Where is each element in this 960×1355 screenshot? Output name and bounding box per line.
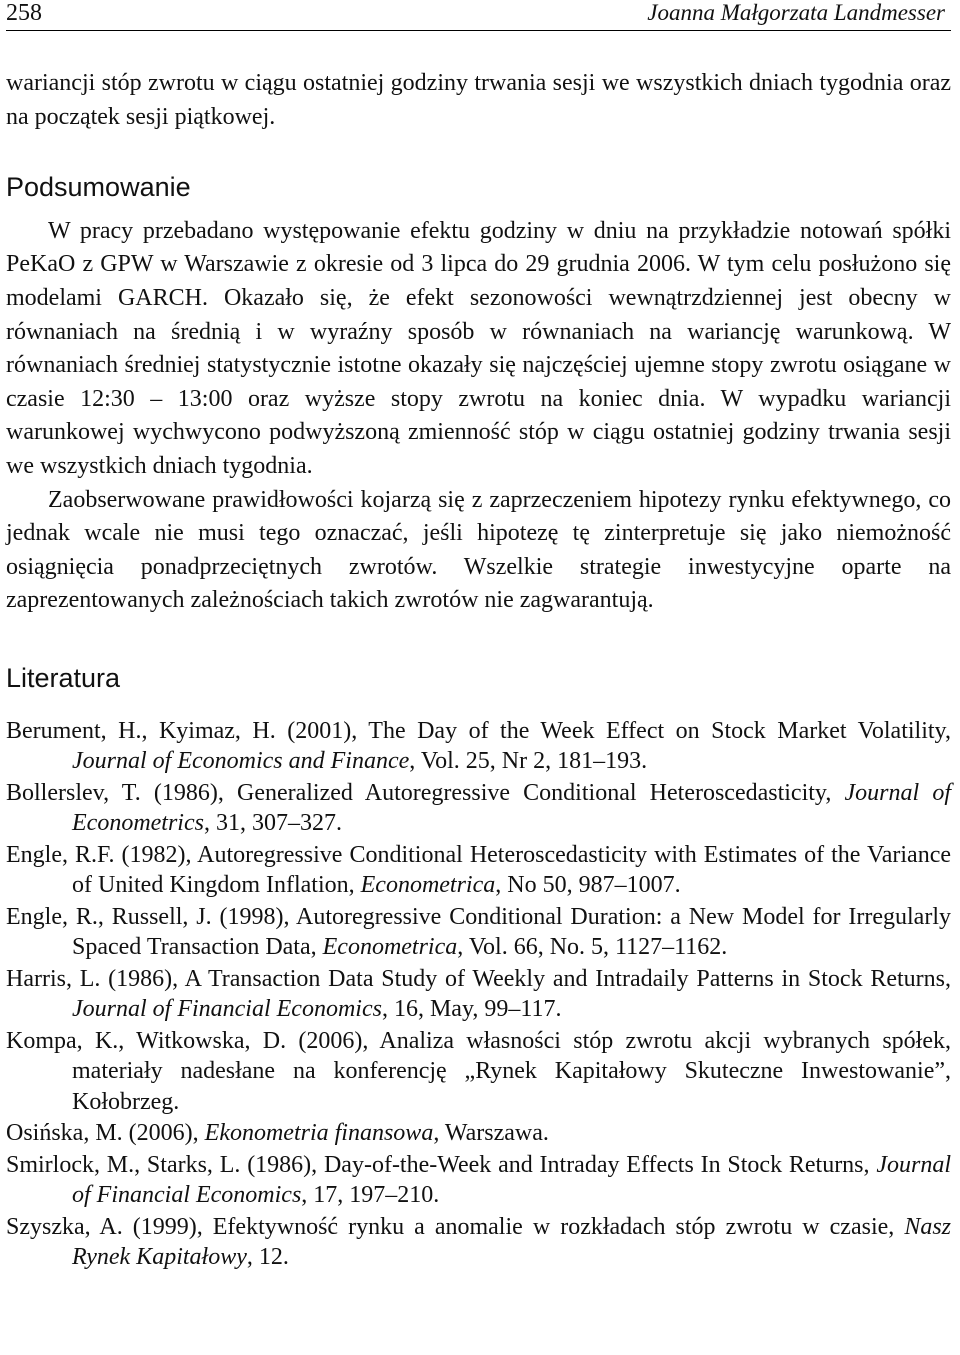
page-number: 258: [6, 0, 42, 26]
reference-details: , 12.: [246, 1244, 289, 1270]
reference-journal: Econometrica: [322, 934, 458, 960]
reference-details: , No 50, 987–1007.: [495, 872, 681, 898]
reference-journal: Nasz Rynek Kapitałowy: [72, 1213, 951, 1270]
reference-journal: Ekonometria finansowa: [204, 1120, 434, 1146]
reference-journal: Journal of Economics and Finance: [72, 748, 410, 774]
reference-text: Bollerslev, T. (1986), Generalized Autoregressive Conditional Heteroscedasticity,: [6, 779, 845, 806]
literature-heading: Literatura: [6, 662, 121, 693]
running-header: [6, 0, 951, 31]
reference-item: [6, 840, 951, 901]
reference-details: , 31, 307–327.: [203, 810, 342, 836]
reference-details: , Vol. 25, Nr 2, 181–193.: [409, 748, 648, 774]
summary-heading: Podsumowanie: [6, 172, 191, 203]
reference-list: [6, 716, 951, 1273]
reference-item: [6, 778, 951, 839]
reference-details: , 16, May, 99–117.: [381, 996, 562, 1022]
body-text: [6, 67, 951, 696]
reference-text: Engle, R.F. (1982), Autoregressive Conditional Heteroscedasticity with Estimates of the Variance of United Kingdom Inflation,: [6, 841, 951, 898]
reference-details: , Warszawa.: [433, 1120, 549, 1146]
reference-text: Osińska, M. (2006),: [6, 1120, 205, 1146]
reference-journal: Journal of Econometrics: [72, 779, 952, 836]
reference-text: Szyszka, A. (1999), Efektywność rynku a anomalie w rozkładach stóp zwrotu w czasie,: [6, 1213, 905, 1240]
reference-text: Kompa, K., Witkowska, D. (2006), Analiza własności stóp zwrotu akcji wybranych spółek, materiały nadesłane na konferencję „Rynek Kapitałowy Skuteczne Inwestowanie”, Kołobrzeg.: [6, 1027, 951, 1115]
reference-item: [6, 1026, 951, 1118]
intro-paragraph: wariancji stóp zwrotu w ciągu ostatniej godziny trwania sesji we wszystkich dniach tygodnia oraz na początek sesji piątkowej.: [6, 70, 951, 130]
reference-item: [6, 1118, 951, 1149]
running-author: Joanna Małgorzata Landmesser: [647, 0, 945, 25]
reference-journal: Econometrica: [360, 872, 496, 898]
reference-text: Smirlock, M., Starks, L. (1986), Day-of-the-Week and Intraday Effects In Stock Returns,: [6, 1151, 877, 1178]
reference-text: Berument, H., Kyimaz, H. (2001), The Day of the Week Effect on Stock Market Volatility,: [6, 717, 951, 744]
reference-details: , Vol. 66, No. 5, 1127–1162.: [457, 934, 728, 960]
summary-paragraph-2: Zaobserwowane prawidłowości kojarzą się z zaprzeczeniem hipotezy rynku efektywnego, co jednak wcale nie musi tego oznaczać, jeśli hipotezę tę zinterpretuje się jako niemożność osiągnięcia ponadprzeciętnych zwrotów. Wszelkie strategie inwestycyjne oparte na zaprezentowanych zależnościach takich zwrotów nie zagwarantują.: [6, 486, 951, 614]
reference-item: [6, 716, 951, 777]
reference-text: Engle, R., Russell, J. (1998), Autoregressive Conditional Duration: a New Model for Irregularly Spaced Transaction Data,: [6, 903, 951, 960]
reference-details: , 17, 197–210.: [301, 1182, 440, 1208]
reference-item: [6, 1212, 951, 1273]
reference-item: [6, 1150, 951, 1211]
reference-journal: Journal of Financial Economics: [72, 996, 382, 1022]
reference-item: [6, 902, 951, 963]
summary-paragraph-1: W pracy przebadano występowanie efektu godziny w dniu na przykładzie notowań spółki PeKaO z GPW w Warszawie z okresie od 3 lipca do 29 grudnia 2006. W tym celu posłużono się modelami GARCH. Okazało się, że efekt sezonowości wewnątrzdziennej jest obecny w równaniach na średnią i w wyraźny sposób w równaniach na wariancję warunkową. W równaniach średniej statystycznie istotne okazały się najczęściej ujemne stopy zwrotu osiągane w czasie 12:30 – 13:00 oraz wyższe stopy zwrotu na koniec dnia. W wypadku wariancji warunkowej wychwycono podwyższoną zmienność stóp w ciągu ostatniej godziny trwania sesji we wszystkich dniach tygodnia.: [6, 217, 951, 479]
reference-text: Harris, L. (1986), A Transaction Data Study of Weekly and Intradaily Patterns in Stock Returns,: [6, 965, 951, 992]
reference-item: [6, 964, 951, 1025]
reference-journal: Journal of Financial Economics: [72, 1151, 951, 1208]
